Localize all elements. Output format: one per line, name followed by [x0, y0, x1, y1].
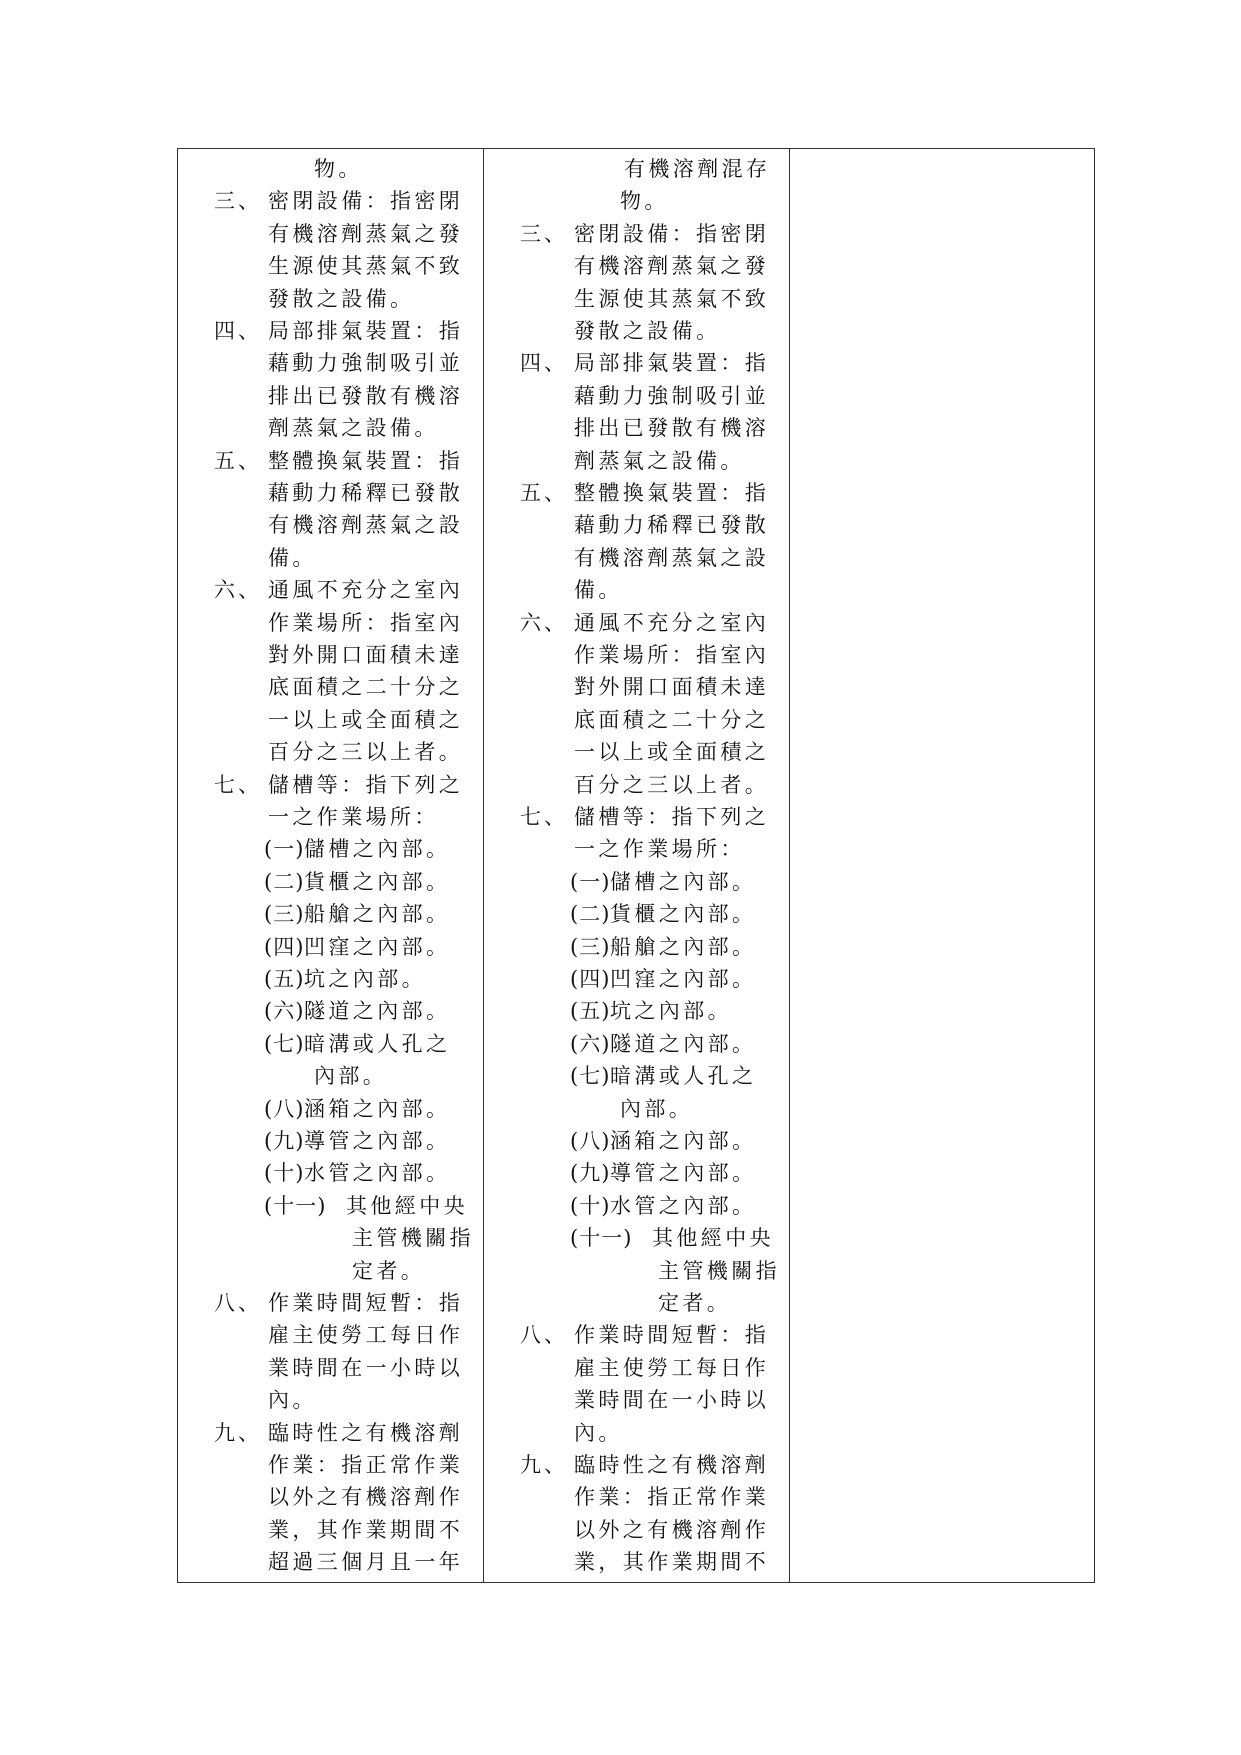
item-number: 五、	[214, 448, 262, 473]
item-text: 儲槽等：指下列之	[574, 805, 770, 829]
sub-item-text: 涵箱之內部。	[304, 1096, 451, 1121]
sub-item-number: (九)	[570, 1161, 611, 1186]
sub-item-text: 凹窪之內部。	[304, 934, 451, 959]
item-text: 整體換氣裝置：指	[268, 448, 464, 473]
item-text: 一之作業場所：	[574, 837, 745, 862]
item-text: 對外開口面積未達	[268, 643, 464, 667]
column-3	[790, 149, 1094, 1582]
item-number: 八、	[520, 1323, 568, 1348]
item-text: 有機溶劑蒸氣之設	[268, 513, 464, 538]
sub-item-number: (六)	[264, 999, 305, 1024]
sub-item-number: (二)	[570, 902, 611, 927]
item-text: 內。	[268, 1388, 317, 1413]
sub-item-text: 涵箱之內部。	[610, 1129, 757, 1153]
item-text: 作業場所：指室內	[268, 610, 464, 635]
sub-item-number: (十)	[264, 1161, 305, 1186]
item-text: 作業場所：指室內	[574, 643, 770, 667]
item-text: 有機溶劑蒸氣之發	[574, 254, 770, 279]
item-text: 業時間在一小時以	[268, 1355, 464, 1380]
item-text: 備。	[268, 545, 317, 570]
item-number: 八、	[214, 1291, 262, 1315]
item-text: 排出已發散有機溶	[574, 416, 770, 441]
sub-item-text: 貨櫃之內部。	[610, 902, 757, 927]
item-text: 生源使其蒸氣不致	[574, 286, 770, 311]
item-text: 以外之有機溶劑作	[574, 1517, 770, 1542]
item-number: 七、	[214, 772, 262, 797]
sub-item-text: 主管機關指	[658, 1258, 780, 1283]
sub-item-number: (十)	[570, 1193, 611, 1218]
sub-item-number: (三)	[570, 934, 611, 959]
item-text: 發散之設備。	[574, 319, 721, 343]
item-text: 有機溶劑蒸氣之發	[268, 221, 464, 246]
document-table	[177, 148, 1095, 1583]
item-text: 通風不充分之室內	[268, 578, 464, 603]
item-text: 業，其作業期間不	[574, 1550, 770, 1575]
item-number: 三、	[214, 189, 262, 214]
item-text: 有機溶劑蒸氣之設	[574, 545, 770, 570]
sub-item-number: (五)	[264, 967, 305, 991]
sub-item-text: 坑之內部。	[304, 967, 426, 991]
sub-item-number: (十一)	[570, 1226, 633, 1251]
sub-item-text: 其他經中央	[346, 1193, 468, 1218]
item-text: 劑蒸氣之設備。	[574, 448, 745, 473]
item-text: 雇主使勞工每日作	[574, 1355, 770, 1380]
item-text: 藉動力強制吸引並	[574, 383, 770, 408]
item-text: 整體換氣裝置：指	[574, 481, 770, 505]
item-text: 超過三個月且一年	[268, 1550, 464, 1575]
column-2	[484, 149, 790, 1582]
item-text: 一以上或全面積之	[268, 707, 464, 732]
sub-item-text: 導管之內部。	[610, 1161, 757, 1186]
item-text: 以外之有機溶劑作	[268, 1485, 464, 1510]
sub-item-text: 儲槽之內部。	[304, 837, 451, 862]
item-text: 業時間在一小時以	[574, 1388, 770, 1413]
sub-item-number: (十一)	[264, 1193, 327, 1218]
item-text: 底面積之二十分之	[268, 675, 464, 700]
item-number: 六、	[214, 578, 262, 603]
item-text: 排出已發散有機溶	[268, 383, 464, 408]
column-1	[178, 149, 484, 1582]
item-text: 百分之三以上者。	[268, 740, 464, 765]
sub-item-number: (二)	[264, 869, 305, 894]
sub-item-text: 凹窪之內部。	[610, 967, 757, 991]
item-number: 九、	[520, 1453, 568, 1477]
item-text: 作業：指正常作業	[268, 1453, 464, 1477]
item-text: 局部排氣裝置：指	[268, 319, 464, 343]
sub-item-text: 水管之內部。	[304, 1161, 451, 1186]
sub-item-number: (五)	[570, 999, 611, 1024]
item-text: 通風不充分之室內	[574, 610, 770, 635]
item-text: 業，其作業期間不	[268, 1517, 464, 1542]
sub-item-text: 隧道之內部。	[610, 1031, 757, 1056]
item-number: 六、	[520, 610, 568, 635]
sub-item-text: 定者。	[352, 1258, 426, 1283]
item-text: 密閉設備：指密閉	[574, 221, 770, 246]
item-text: 臨時性之有機溶劑	[574, 1453, 770, 1477]
item-text: 密閉設備：指密閉	[268, 189, 464, 214]
item-text: 藉動力稀釋已發散	[268, 481, 464, 505]
sub-item-number: (九)	[264, 1129, 305, 1153]
item-text: 劑蒸氣之設備。	[268, 416, 439, 441]
sub-item-number: (八)	[264, 1096, 305, 1121]
sub-item-text: 其他經中央	[652, 1226, 774, 1251]
item-number: 三、	[520, 221, 568, 246]
item-number: 九、	[214, 1420, 262, 1445]
sub-item-text: 主管機關指	[352, 1226, 474, 1251]
sub-item-text: 儲槽之內部。	[610, 869, 757, 894]
sub-item-text: 內部。	[620, 1096, 694, 1121]
sub-item-number: (一)	[570, 869, 611, 894]
sub-item-text: 坑之內部。	[610, 999, 732, 1024]
sub-item-number: (四)	[264, 934, 305, 959]
item-text: 一之作業場所：	[268, 805, 439, 829]
item-text: 作業時間短暫：指	[268, 1291, 464, 1315]
item-text: 局部排氣裝置：指	[574, 351, 770, 376]
sub-item-text: 水管之內部。	[610, 1193, 757, 1218]
item-text: 雇主使勞工每日作	[268, 1323, 464, 1348]
sub-item-text: 定者。	[658, 1291, 732, 1315]
sub-item-number: (八)	[570, 1129, 611, 1153]
sub-item-number: (七)	[570, 1064, 611, 1089]
sub-item-number: (六)	[570, 1031, 611, 1056]
sub-item-text: 隧道之內部。	[304, 999, 451, 1024]
item-text: 作業時間短暫：指	[574, 1323, 770, 1348]
item-text: 底面積之二十分之	[574, 707, 770, 732]
sub-item-text: 暗溝或人孔之	[304, 1031, 451, 1056]
item-text: 作業：指正常作業	[574, 1485, 770, 1510]
item-text: 藉動力稀釋已發散	[574, 513, 770, 538]
item-text: 一以上或全面積之	[574, 740, 770, 765]
item-text: 生源使其蒸氣不致	[268, 254, 464, 279]
sub-item-text: 內部。	[314, 1064, 388, 1089]
continued-text: 有機溶劑混存	[624, 157, 771, 181]
item-number: 五、	[520, 481, 568, 505]
continued-text: 物。	[620, 189, 669, 214]
item-text: 藉動力強制吸引並	[268, 351, 464, 376]
sub-item-text: 船艙之內部。	[304, 902, 451, 927]
continued-text: 物。	[314, 157, 363, 181]
item-text: 備。	[574, 578, 623, 603]
sub-item-text: 導管之內部。	[304, 1129, 451, 1153]
sub-item-text: 暗溝或人孔之	[610, 1064, 757, 1089]
item-text: 儲槽等：指下列之	[268, 772, 464, 797]
item-text: 發散之設備。	[268, 286, 415, 311]
sub-item-text: 貨櫃之內部。	[304, 869, 451, 894]
item-number: 四、	[214, 319, 262, 343]
item-text: 臨時性之有機溶劑	[268, 1420, 464, 1445]
sub-item-number: (一)	[264, 837, 305, 862]
sub-item-text: 船艙之內部。	[610, 934, 757, 959]
item-text: 百分之三以上者。	[574, 772, 770, 797]
item-text: 對外開口面積未達	[574, 675, 770, 700]
item-number: 七、	[520, 805, 568, 829]
item-number: 四、	[520, 351, 568, 376]
item-text: 內。	[574, 1420, 623, 1445]
sub-item-number: (四)	[570, 967, 611, 991]
sub-item-number: (三)	[264, 902, 305, 927]
sub-item-number: (七)	[264, 1031, 305, 1056]
